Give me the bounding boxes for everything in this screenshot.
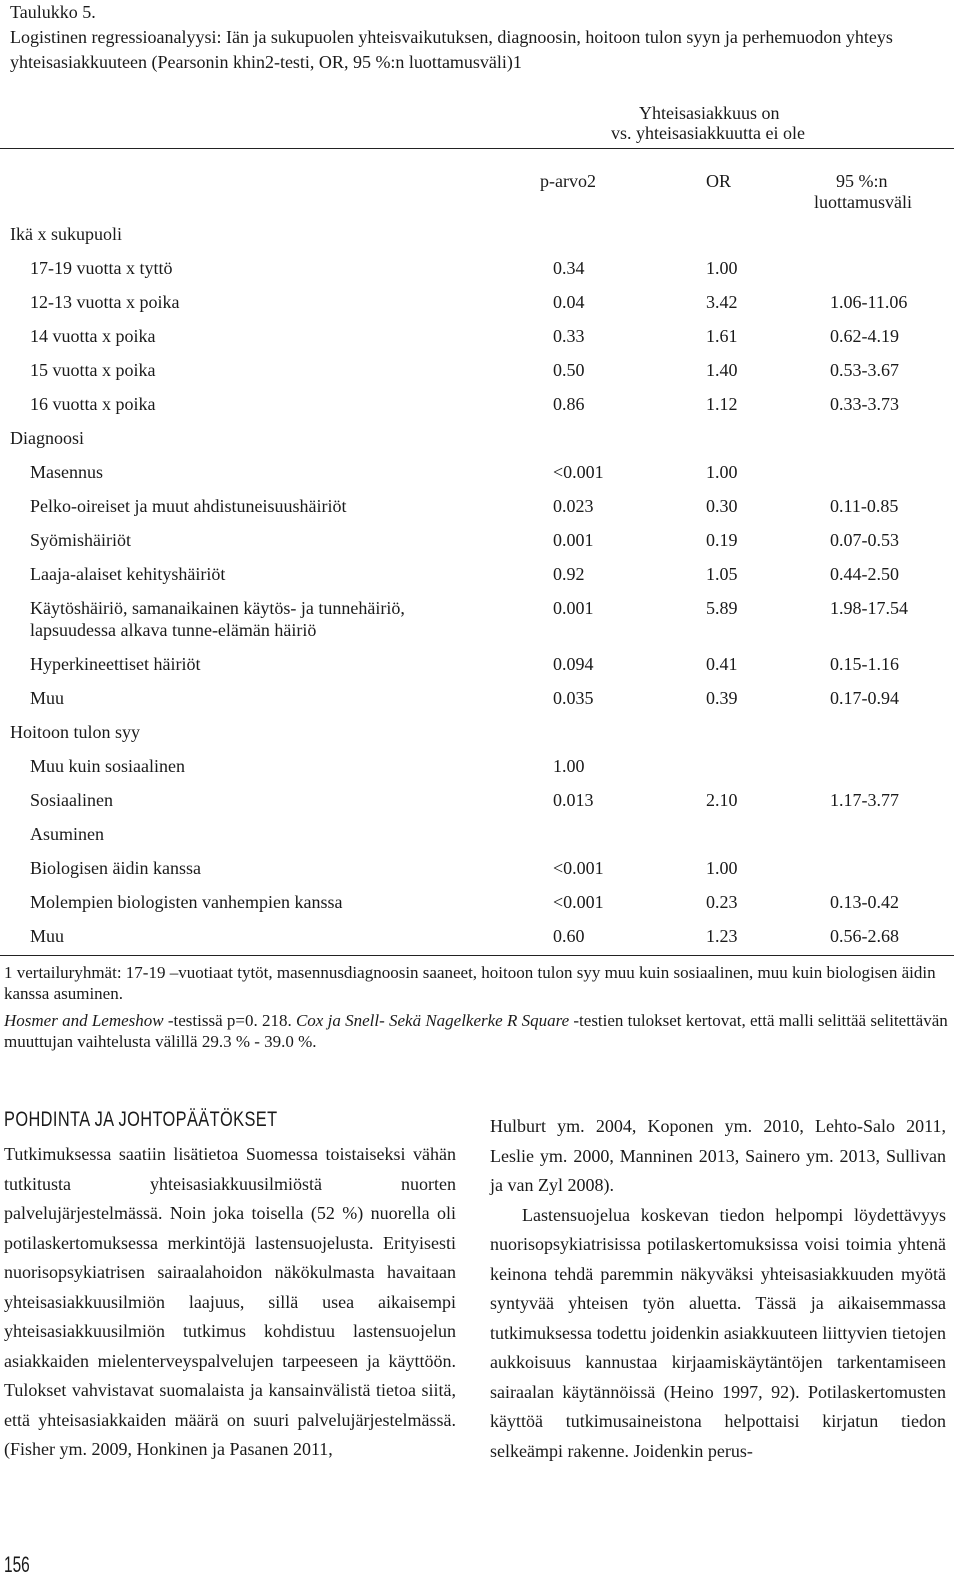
table-row xyxy=(0,592,954,648)
group-header-line2: vs. yhteisasiakkuutta ei ole xyxy=(611,123,805,143)
row-p-value: 0.001 xyxy=(553,530,594,550)
row-p-value: 1.00 xyxy=(553,756,585,776)
right-paragraph-1: Hulburt ym. 2004, Koponen ym. 2010, Lehto-Salo 2011, Leslie ym. 2000, Manninen 2013, Sainero ym. 2013, Sullivan ja van Zyl 2008). xyxy=(490,1116,946,1195)
row-p-value: 0.023 xyxy=(553,496,594,516)
row-p-value: 0.013 xyxy=(553,790,594,810)
row-label: Masennus xyxy=(30,462,103,482)
row-confidence-interval: 0.07-0.53 xyxy=(830,530,899,550)
row-p-value: <0.001 xyxy=(553,462,604,482)
row-odds-ratio: 0.30 xyxy=(706,496,738,516)
right-paragraph-2: Lastensuojelua koskevan tiedon helpompi löydettävyys nuorisopsykiatrisissa potilaskertomuksissa voisi toimia yhtenä keinona tehdä paremmin näkyväksi yhteisasiakkuuden myötä syntyvää yhteisen työn aluetta. Tässä ja aikaisemmassa tutkimuksessa todettu joidenkin asiakkuuteen liittyvien tietojen aukkoisuus kannustaa kirjaamiskäytäntöjen tarkentamiseen sairaalan käytännöissä (Heino 1997, 92). Potilaskertomusten käyttöä tutkimusaineistona helpottaisi kirjatun tiedon selkeämpi rakenne. Joidenkin perus- xyxy=(490,1204,946,1461)
row-odds-ratio: 1.12 xyxy=(706,394,738,414)
row-label: 16 vuotta x poika xyxy=(30,394,156,414)
table-row xyxy=(0,456,954,490)
row-confidence-interval: 0.33-3.73 xyxy=(830,394,899,414)
header-rule xyxy=(0,148,954,149)
row-label: 15 vuotta x poika xyxy=(30,360,156,380)
row-odds-ratio: 2.10 xyxy=(706,790,738,810)
row-confidence-interval: 0.11-0.85 xyxy=(830,496,899,516)
row-label: 12-13 vuotta x poika xyxy=(30,292,180,312)
table-row xyxy=(0,286,954,320)
table-row xyxy=(0,388,954,422)
article-right-column xyxy=(490,1112,946,1466)
row-label: Käytöshäiriö, samanaikainen käytös- ja tunnehäiriö, xyxy=(30,598,405,618)
row-p-value: 0.34 xyxy=(553,258,585,278)
row-label: Muu xyxy=(30,688,65,708)
table-row xyxy=(0,354,954,388)
left-paragraph: Tutkimuksessa saatiin lisätietoa Suomessa toistaiseksi vähän tutkitusta yhteisasiakkuusilmiöstä nuorten palvelujärjestelmässä. Noin joka toisella (52 %) nuorella oli potilaskertomuksessa merkintöjä lastensuojelusta. Erityisesti nuorisopsykiatrisen sairaalahoidon näkökulmasta havaitaan yhteisasiakkuusilmiön laajuus, sillä usea aikaisempi yhteisasiakkuusilmiön tutkimus kohdistuu lastensuojelun asiakkaiden mielenterveyspalvelujen tarpeeseen ja käyttöön. Tulokset vahvistavat suomalaista ja kansainvälistä tietoa siitä, että yhteisasiakkaiden määrä on suuri palvelujärjestelmässä. (Fisher ym. 2009, Honkinen ja Pasanen 2011, xyxy=(4,1144,456,1459)
note-model-fit xyxy=(4,1010,954,1052)
table-notes xyxy=(4,962,954,1052)
table-row xyxy=(0,558,954,592)
row-p-value: 0.86 xyxy=(553,394,585,414)
article-left-column xyxy=(4,1140,456,1465)
caption-text: Logistinen regressioanalyysi: Iän ja sukupuolen yhteisvaikutuksen, diagnoosin, hoitoon tulon syyn ja perhemuodon yhteys yhteisasiakkuuteen (Pearsonin khin2-testi, OR, 95 %:n luottamusväli)1 xyxy=(10,27,893,72)
table-section-row xyxy=(0,422,954,456)
row-p-value: 0.04 xyxy=(553,292,585,312)
row-confidence-interval: 0.13-0.42 xyxy=(830,892,899,912)
column-header-p: p-arvo2 xyxy=(540,171,596,191)
row-confidence-interval: 1.98-17.54 xyxy=(830,598,908,618)
section-heading: POHDINTA JA JOHTOPÄÄTÖKSET xyxy=(4,1108,278,1131)
row-p-value: 0.92 xyxy=(553,564,585,584)
column-header-ci-line2: luottamusväli xyxy=(814,192,912,212)
row-odds-ratio: 1.23 xyxy=(706,926,738,946)
note-hosmer-lemeshow: Hosmer and Lemeshow xyxy=(4,1011,164,1030)
row-confidence-interval: 0.44-2.50 xyxy=(830,564,899,584)
row-label: Muu xyxy=(30,926,65,946)
note-reference-groups: 1 vertailuryhmät: 17-19 –vuotiaat tytöt, masennusdiagnoosin saaneet, hoitoon tulon syy muu kuin sosiaalinen, muu kuin biologisen äidin kanssa asuminen. xyxy=(4,963,936,1003)
note-p-value: -testissä p=0. 218. xyxy=(163,1011,296,1030)
row-label: Asuminen xyxy=(30,824,104,844)
row-confidence-interval: 0.62-4.19 xyxy=(830,326,899,346)
row-odds-ratio: 1.40 xyxy=(706,360,738,380)
row-p-value: 0.33 xyxy=(553,326,585,346)
row-p-value: 0.094 xyxy=(553,654,594,674)
row-odds-ratio: 1.00 xyxy=(706,258,738,278)
table-row xyxy=(0,852,954,886)
row-label: Laaja-alaiset kehityshäiriöt xyxy=(30,564,226,584)
row-p-value: <0.001 xyxy=(553,858,604,878)
row-odds-ratio: 0.41 xyxy=(706,654,738,674)
table-row xyxy=(0,818,954,852)
row-odds-ratio: 3.42 xyxy=(706,292,738,312)
table-row xyxy=(0,252,954,286)
row-label: Sosiaalinen xyxy=(30,790,113,810)
row-confidence-interval: 0.17-0.94 xyxy=(830,688,899,708)
row-label: Molempien biologisten vanhempien kanssa xyxy=(30,892,343,912)
row-odds-ratio: 1.00 xyxy=(706,462,738,482)
table-row xyxy=(0,490,954,524)
row-odds-ratio: 1.61 xyxy=(706,326,738,346)
row-label: Syömishäiriöt xyxy=(30,530,132,550)
table-section-row xyxy=(0,716,954,750)
table-row xyxy=(0,920,954,954)
row-odds-ratio: 0.19 xyxy=(706,530,738,550)
row-label: Muu kuin sosiaalinen xyxy=(30,756,185,776)
row-confidence-interval: 1.17-3.77 xyxy=(830,790,899,810)
row-odds-ratio: 1.05 xyxy=(706,564,738,584)
row-label: Pelko-oireiset ja muut ahdistuneisuushäiriöt xyxy=(30,496,347,516)
column-header-ci-line1: 95 %:n xyxy=(836,171,888,191)
row-confidence-interval: 0.53-3.67 xyxy=(830,360,899,380)
row-label: Biologisen äidin kanssa xyxy=(30,858,201,878)
row-confidence-interval: 1.06-11.06 xyxy=(830,292,908,312)
row-p-value: 0.035 xyxy=(553,688,594,708)
table-row xyxy=(0,886,954,920)
row-label: Ikä x sukupuoli xyxy=(10,224,122,244)
group-header-line1: Yhteisasiakkuus on xyxy=(639,103,780,123)
table-section-row xyxy=(0,218,954,252)
row-label: Diagnoosi xyxy=(10,428,84,448)
row-odds-ratio: 0.23 xyxy=(706,892,738,912)
table-bottom-rule xyxy=(0,955,954,956)
row-confidence-interval: 0.56-2.68 xyxy=(830,926,899,946)
page-number: 156 xyxy=(4,1552,30,1577)
row-odds-ratio: 5.89 xyxy=(706,598,738,618)
table-caption xyxy=(10,0,950,75)
row-label: 14 vuotta x poika xyxy=(30,326,156,346)
row-label: 17-19 vuotta x tyttö xyxy=(30,258,173,278)
table-row xyxy=(0,648,954,682)
note-variance-explained: -testien tulokset kertovat, että malli selittää selitettävän muuttujan vaihtelusta välillä 29.3 % - 39.0 %. xyxy=(4,1011,948,1051)
table-row xyxy=(0,320,954,354)
caption-label: Taulukko 5. xyxy=(10,2,96,22)
row-confidence-interval: 0.15-1.16 xyxy=(830,654,899,674)
row-odds-ratio: 1.00 xyxy=(706,858,738,878)
row-label-continued: lapsuudessa alkava tunne-elämän häiriö xyxy=(30,620,317,640)
table-row xyxy=(0,682,954,716)
table-row xyxy=(0,750,954,784)
row-p-value: 0.60 xyxy=(553,926,585,946)
row-p-value: 0.50 xyxy=(553,360,585,380)
row-p-value: <0.001 xyxy=(553,892,604,912)
note-cox-snell: Cox ja Snell- Sekä Nagelkerke R Square xyxy=(295,1011,570,1030)
row-odds-ratio: 0.39 xyxy=(706,688,738,708)
table-row xyxy=(0,784,954,818)
row-label: Hyperkineettiset häiriöt xyxy=(30,654,201,674)
row-label: Hoitoon tulon syy xyxy=(10,722,141,742)
row-p-value: 0.001 xyxy=(553,598,594,618)
column-header-or: OR xyxy=(706,171,732,191)
table-row xyxy=(0,524,954,558)
